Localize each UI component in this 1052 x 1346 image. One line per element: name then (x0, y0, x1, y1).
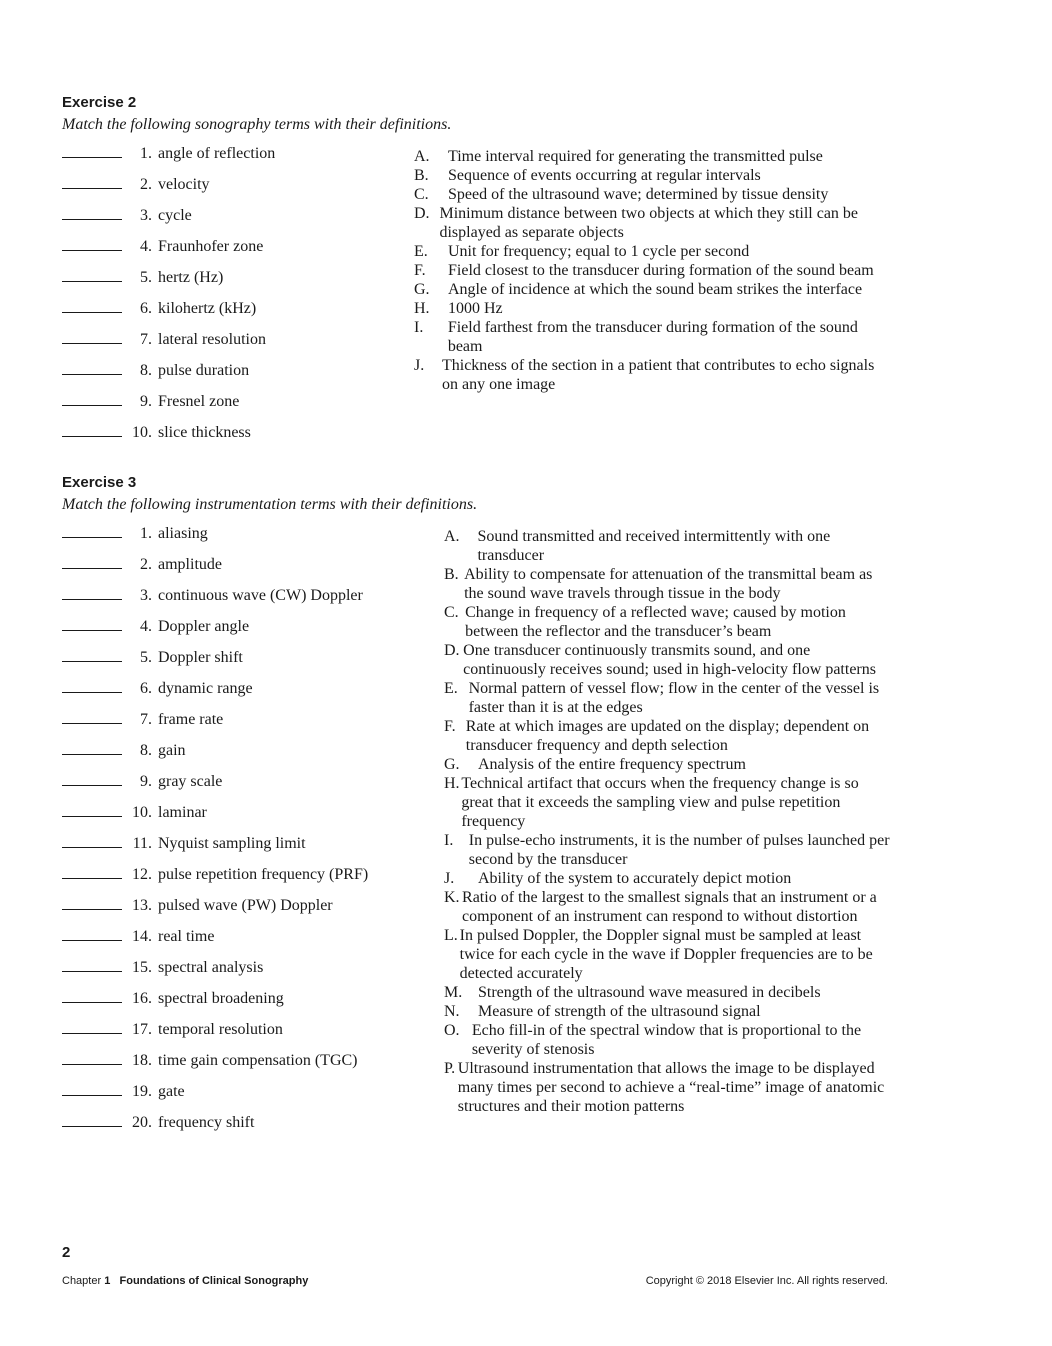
term-label: amplitude (158, 556, 222, 573)
term-number: 2. (140, 176, 152, 193)
term-item (62, 300, 275, 331)
answer-blank[interactable] (62, 424, 122, 437)
definition-letter: A. (414, 148, 430, 165)
definition-item (444, 888, 894, 926)
term-number: 4. (140, 238, 152, 255)
definition-letter: C. (444, 604, 459, 621)
term-label: temporal resolution (158, 1021, 283, 1038)
definition-letter: G. (414, 281, 430, 298)
definition-letter: D. (414, 205, 430, 222)
chapter-footer (62, 1275, 308, 1287)
definition-text: Measure of strength of the ultrasound signal (478, 1003, 761, 1020)
term-number: 15. (132, 959, 152, 976)
definition-text: Angle of incidence at which the sound beam strikes the interface (448, 281, 863, 298)
term-label: real time (158, 928, 215, 945)
definition-letter: F. (414, 262, 426, 279)
answer-blank[interactable] (62, 711, 122, 724)
term-item (62, 649, 368, 680)
term-item (62, 1021, 368, 1052)
term-item (62, 680, 368, 711)
exercise-2-title: Exercise 2 (62, 94, 137, 111)
definition-text: Thickness of the section in a patient that contributes to echo signals on any one image (441, 357, 875, 393)
term-number: 18. (132, 1052, 152, 1069)
definition-text: Normal pattern of vessel flow; flow in the center of the vessel is faster than it is at the edges (468, 680, 880, 716)
definition-item (414, 356, 894, 394)
term-number: 4. (140, 618, 152, 635)
term-label: pulse duration (158, 362, 250, 379)
page-number: 2 (62, 1244, 71, 1261)
chapter-title: Foundations of Clinical Sonography (119, 1275, 309, 1287)
exercise-2-definition-list (414, 147, 894, 394)
term-number: 16. (132, 990, 152, 1007)
definition-item (414, 299, 894, 318)
term-number: 10. (132, 424, 152, 441)
definition-letter: D. (444, 642, 460, 659)
term-number: 2. (140, 556, 152, 573)
term-label: slice thickness (158, 424, 251, 441)
definition-item (444, 1002, 894, 1021)
definition-letter: H. (444, 775, 460, 792)
definition-item (444, 1021, 894, 1059)
term-number: 1. (140, 525, 152, 542)
answer-blank[interactable] (62, 393, 122, 406)
term-number: 7. (140, 711, 152, 728)
answer-blank[interactable] (62, 238, 122, 251)
term-label: hertz (Hz) (158, 269, 224, 286)
definition-letter: H. (414, 300, 430, 317)
term-label: frame rate (158, 711, 224, 728)
definition-item (444, 717, 894, 755)
term-number: 8. (140, 362, 152, 379)
term-item (62, 331, 275, 362)
definition-item (444, 527, 894, 565)
term-number: 17. (132, 1021, 152, 1038)
term-number: 19. (132, 1083, 152, 1100)
term-label: angle of reflection (158, 145, 276, 162)
term-item (62, 176, 275, 207)
answer-blank[interactable] (62, 207, 122, 220)
term-number: 6. (140, 680, 152, 697)
term-label: spectral analysis (158, 959, 264, 976)
term-number: 3. (140, 207, 152, 224)
definition-letter: E. (444, 680, 458, 697)
term-number: 3. (140, 587, 152, 604)
definition-text: Rate at which images are updated on the display; dependent on transducer frequency and depth selection (465, 718, 870, 754)
answer-blank[interactable] (62, 897, 122, 910)
definition-text: Ultrasound instrumentation that allows the image to be displayed many times per second to achieve a “real-time” image of anatomic structures and their motion patterns (457, 1060, 885, 1115)
term-item (62, 835, 368, 866)
term-item (62, 269, 275, 300)
term-label: frequency shift (158, 1114, 255, 1131)
term-number: 5. (140, 649, 152, 666)
definition-text: In pulse-echo instruments, it is the number of pulses launched per second by the transducer (468, 832, 890, 868)
answer-blank[interactable] (62, 866, 122, 879)
answer-blank[interactable] (62, 525, 122, 538)
term-number: 7. (140, 331, 152, 348)
answer-blank[interactable] (62, 176, 122, 189)
chapter-prefix: Chapter (62, 1275, 102, 1287)
definition-letter: J. (444, 870, 455, 887)
definition-letter: L. (444, 927, 458, 944)
answer-blank[interactable] (62, 742, 122, 755)
term-item (62, 897, 368, 928)
term-item (62, 1083, 368, 1114)
term-number: 13. (132, 897, 152, 914)
definition-item (414, 318, 894, 356)
definition-letter: B. (444, 566, 459, 583)
term-label: Fresnel zone (158, 393, 240, 410)
exercise-2-instruction: Match the following sonography terms with their definitions. (62, 116, 452, 133)
answer-blank[interactable] (62, 680, 122, 693)
definition-letter: M. (444, 984, 463, 1001)
term-item (62, 928, 368, 959)
definition-letter: C. (414, 186, 429, 203)
answer-blank[interactable] (62, 959, 122, 972)
term-label: gate (158, 1083, 185, 1100)
definition-text: Minimum distance between two objects at which they still can be displayed as separate objects (439, 205, 859, 241)
term-item (62, 525, 368, 556)
term-number: 12. (132, 866, 152, 883)
definition-item (414, 280, 894, 299)
definition-item (414, 261, 894, 280)
definition-letter: I. (414, 319, 424, 336)
definition-text: Field closest to the transducer during formation of the sound beam (448, 262, 874, 279)
answer-blank[interactable] (62, 269, 122, 282)
definition-letter: P. (444, 1060, 456, 1077)
answer-blank[interactable] (62, 773, 122, 786)
chapter-number: 1 (104, 1275, 111, 1287)
term-item (62, 1052, 368, 1083)
term-item (62, 424, 275, 455)
answer-blank[interactable] (62, 835, 122, 848)
answer-blank[interactable] (62, 990, 122, 1003)
answer-blank[interactable] (62, 145, 122, 158)
exercise-3-instruction: Match the following instrumentation terms with their definitions. (62, 496, 478, 513)
term-number: 1. (140, 145, 152, 162)
term-label: cycle (158, 207, 192, 224)
definition-text: Change in frequency of a reflected wave; caused by motion between the reflector and the transducer’s beam (465, 604, 846, 640)
definition-item (414, 147, 894, 166)
definition-item (414, 204, 894, 242)
definition-letter: I. (444, 832, 454, 849)
term-number: 8. (140, 742, 152, 759)
answer-blank[interactable] (62, 1052, 122, 1065)
term-number: 10. (132, 804, 152, 821)
definition-text: Field farthest from the transducer during formation of the sound beam (447, 319, 858, 355)
term-item (62, 804, 368, 835)
copyright-notice: Copyright © 2018 Elsevier Inc. All rights reserved. (645, 1275, 888, 1287)
definition-item (444, 869, 894, 888)
term-item (62, 393, 275, 424)
exercise-2-term-list (62, 145, 275, 455)
definition-item (444, 983, 894, 1002)
definition-item (444, 926, 894, 983)
definition-text: Speed of the ultrasound wave; determined by tissue density (448, 186, 829, 203)
definition-item (414, 166, 894, 185)
definition-letter: A. (444, 528, 460, 545)
definition-item (444, 774, 894, 831)
definition-item (444, 1059, 894, 1116)
term-item (62, 238, 275, 269)
term-item (62, 556, 368, 587)
definition-text: Strength of the ultrasound wave measured in decibels (478, 984, 821, 1001)
term-item (62, 990, 368, 1021)
answer-blank[interactable] (62, 1083, 122, 1096)
definition-item (444, 641, 894, 679)
term-label: time gain compensation (TGC) (158, 1052, 358, 1069)
term-label: spectral broadening (158, 990, 284, 1007)
term-number: 11. (132, 835, 152, 852)
definition-text: Echo fill-in of the spectral window that is proportional to the severity of stenosis (471, 1022, 862, 1058)
answer-blank[interactable] (62, 556, 122, 569)
definition-item (444, 755, 894, 774)
term-label: kilohertz (kHz) (158, 300, 257, 317)
term-number: 9. (140, 393, 152, 410)
term-label: gray scale (158, 773, 223, 790)
term-item (62, 866, 368, 897)
answer-blank[interactable] (62, 587, 122, 600)
term-label: pulsed wave (PW) Doppler (158, 897, 333, 914)
definition-text: Time interval required for generating the transmitted pulse (448, 148, 823, 165)
answer-blank[interactable] (62, 362, 122, 375)
term-item (62, 1114, 368, 1145)
exercise-3-definition-list (444, 527, 894, 1116)
definition-item (444, 565, 894, 603)
definition-letter: K. (444, 889, 460, 906)
definition-item (444, 603, 894, 641)
definition-text: Ability to compensate for attenuation of the transmittal beam as the sound wave travels through tissue in the body (464, 566, 873, 602)
term-number: 5. (140, 269, 152, 286)
definition-text: Technical artifact that occurs when the frequency change is so great that it exceeds the sampling view and pulse repetition frequency (461, 775, 859, 830)
definition-text: Unit for frequency; equal to 1 cycle per second (448, 243, 750, 260)
term-label: Fraunhofer zone (158, 238, 264, 255)
term-label: Nyquist sampling limit (158, 835, 306, 852)
term-label: lateral resolution (158, 331, 266, 348)
term-item (62, 773, 368, 804)
term-label: laminar (158, 804, 207, 821)
term-label: continuous wave (CW) Doppler (158, 587, 363, 604)
definition-text: One transducer continuously transmits sound, and one continuously receives sound; used in high-velocity flow patterns (463, 642, 876, 678)
term-item (62, 207, 275, 238)
term-label: velocity (158, 176, 210, 193)
answer-blank[interactable] (62, 1021, 122, 1034)
definition-text: Ability of the system to accurately depict motion (478, 870, 792, 887)
term-label: pulse repetition frequency (PRF) (158, 866, 369, 883)
term-item (62, 742, 368, 773)
definition-letter: J. (414, 357, 425, 374)
definition-text: Ratio of the largest to the smallest signals that an instrument or a component of an instrument can respond to without distortion (462, 889, 877, 925)
definition-letter: O. (444, 1022, 460, 1039)
definition-item (444, 831, 894, 869)
definition-letter: N. (444, 1003, 460, 1020)
term-item (62, 362, 275, 393)
term-label: Doppler shift (158, 649, 243, 666)
answer-blank[interactable] (62, 618, 122, 631)
term-number: 6. (140, 300, 152, 317)
definition-item (414, 185, 894, 204)
term-item (62, 711, 368, 742)
term-number: 20. (132, 1114, 152, 1131)
term-label: Doppler angle (158, 618, 250, 635)
term-label: gain (158, 742, 186, 759)
definition-letter: G. (444, 756, 460, 773)
term-number: 9. (140, 773, 152, 790)
definition-letter: B. (414, 167, 429, 184)
answer-blank[interactable] (62, 331, 122, 344)
answer-blank[interactable] (62, 804, 122, 817)
term-label: dynamic range (158, 680, 253, 697)
term-item (62, 618, 368, 649)
answer-blank[interactable] (62, 928, 122, 941)
exercise-3-term-list (62, 525, 368, 1145)
term-item (62, 959, 368, 990)
definition-item (444, 679, 894, 717)
definition-text: 1000 Hz (448, 300, 503, 317)
definition-text: Sequence of events occurring at regular intervals (448, 167, 761, 184)
exercise-3-title: Exercise 3 (62, 474, 137, 491)
definition-letter: E. (414, 243, 428, 260)
definition-text: Analysis of the entire frequency spectrum (478, 756, 746, 773)
answer-blank[interactable] (62, 649, 122, 662)
definition-item (414, 242, 894, 261)
answer-blank[interactable] (62, 1114, 122, 1127)
term-item (62, 145, 275, 176)
term-item (62, 587, 368, 618)
definition-text: In pulsed Doppler, the Doppler signal must be sampled at least twice for each cycle in the wave if Doppler frequencies are to be detected accurately (459, 927, 873, 982)
term-number: 14. (132, 928, 152, 945)
definition-text: Sound transmitted and received intermittently with one transducer (477, 528, 831, 564)
definition-letter: F. (444, 718, 456, 735)
answer-blank[interactable] (62, 300, 122, 313)
term-label: aliasing (158, 525, 208, 542)
